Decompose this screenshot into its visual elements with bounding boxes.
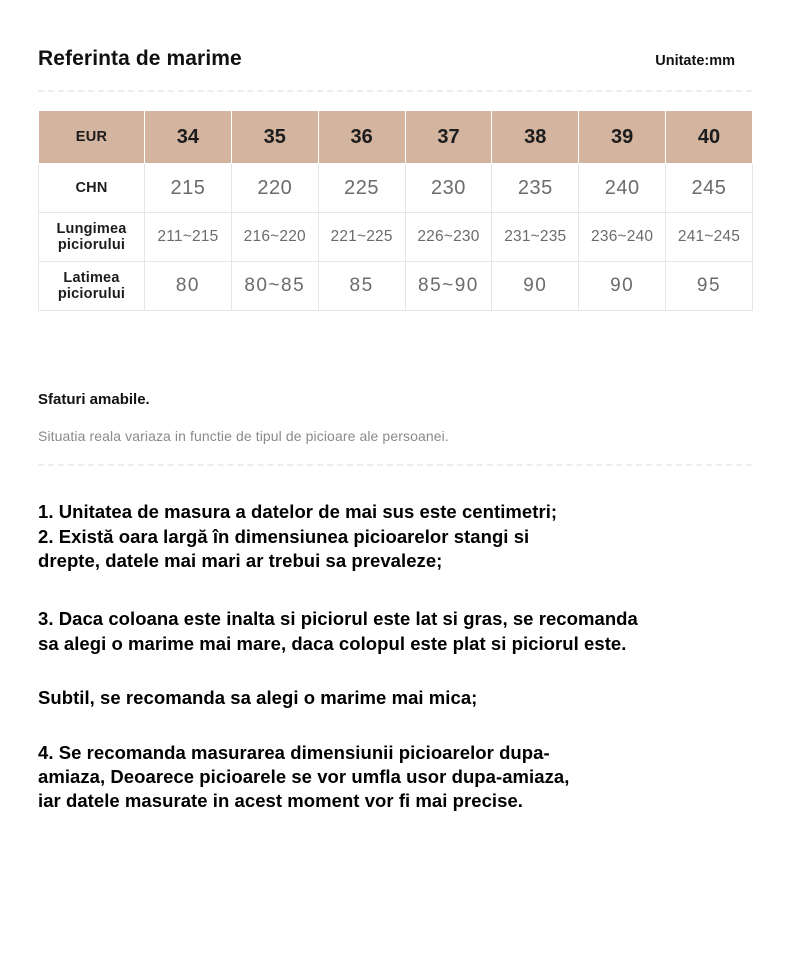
- table-header-size-40: 40: [666, 111, 753, 164]
- row-label-chn: [39, 164, 145, 213]
- note-line-4: 3. Daca coloana este inalta si piciorul este lat si gras, se recomanda: [38, 608, 638, 630]
- note-line-2: 2. Există oara largă în dimensiunea picioarelor stangi si: [38, 525, 530, 547]
- table-header-size-36: 36: [318, 111, 405, 164]
- row-label-line: piciorului: [57, 286, 126, 303]
- cell-chn-40: 245: [666, 164, 753, 213]
- divider-bottom: [38, 464, 752, 466]
- cell-length-36: 221~225: [318, 213, 405, 262]
- note-line-5: sa alegi o marime mai mare, daca colopul este plat si piciorul este.: [38, 632, 627, 654]
- note-line-7: 4. Se recomanda masurarea dimensiunii picioarelor dupa-: [38, 741, 550, 763]
- cell-length-40: 241~245: [666, 213, 753, 262]
- table-row: [39, 262, 753, 311]
- cell-chn-38: 235: [492, 164, 579, 213]
- cell-chn-36: 225: [318, 164, 405, 213]
- table-header-size-35: 35: [231, 111, 318, 164]
- size-reference-table: [38, 110, 753, 311]
- cell-chn-35: 220: [231, 164, 318, 213]
- cell-chn-39: 240: [579, 164, 666, 213]
- cell-length-38: 231~235: [492, 213, 579, 262]
- row-label-foot-length: [39, 213, 145, 262]
- cell-chn-34: 215: [145, 164, 232, 213]
- size-table-container: [38, 110, 752, 311]
- note-line-6: Subtil, se recomanda sa alegi o marime mai mica;: [38, 687, 478, 709]
- row-label-line: Latimea: [63, 269, 120, 286]
- table-header-size-34: 34: [145, 111, 232, 164]
- cell-length-39: 236~240: [579, 213, 666, 262]
- cell-width-36: 85: [318, 262, 405, 311]
- cell-width-39: 90: [579, 262, 666, 311]
- row-label-foot-width: [39, 262, 145, 311]
- note-line-1: 1. Unitatea de masura a datelor de mai sus este centimetri;: [38, 501, 558, 523]
- cell-width-40: 95: [666, 262, 753, 311]
- row-label-line: Lungimea: [56, 220, 127, 237]
- page-header: [38, 0, 752, 71]
- cell-width-38: 90: [492, 262, 579, 311]
- page-title: Referinta de marime: [38, 47, 242, 70]
- row-label-line: piciorului: [57, 237, 126, 254]
- unit-label: Unitate:mm: [655, 53, 735, 69]
- table-header-size-38: 38: [492, 111, 579, 164]
- table-row: [39, 213, 753, 262]
- tips-subtitle: Situatia reala variaza in functie de tipul de picioare ale persoanei.: [38, 428, 449, 445]
- note-line-9: iar datele masurate in acest moment vor fi mai precise.: [38, 790, 523, 812]
- cell-width-34: 80: [145, 262, 232, 311]
- divider-top: [38, 90, 752, 92]
- table-header-size-39: 39: [579, 111, 666, 164]
- cell-length-35: 216~220: [231, 213, 318, 262]
- cell-length-37: 226~230: [405, 213, 492, 262]
- cell-width-37: 85~90: [405, 262, 492, 311]
- note-line-8: amiaza, Deoarece picioarele se vor umfla usor dupa-amiaza,: [38, 766, 570, 788]
- table-header-size-37: 37: [405, 111, 492, 164]
- tips-section: [38, 391, 752, 444]
- cell-width-35: 80~85: [231, 262, 318, 311]
- tips-title: Sfaturi amabile.: [38, 391, 150, 409]
- table-row: [39, 164, 753, 213]
- note-line-3: drepte, datele mai mari ar trebui sa prevaleze;: [38, 550, 443, 571]
- cell-chn-37: 230: [405, 164, 492, 213]
- row-label-line: CHN: [75, 179, 108, 196]
- cell-length-34: 211~215: [145, 213, 232, 262]
- table-header-eur: EUR: [39, 111, 145, 164]
- notes-section: [38, 500, 752, 814]
- table-header-row: [39, 111, 753, 164]
